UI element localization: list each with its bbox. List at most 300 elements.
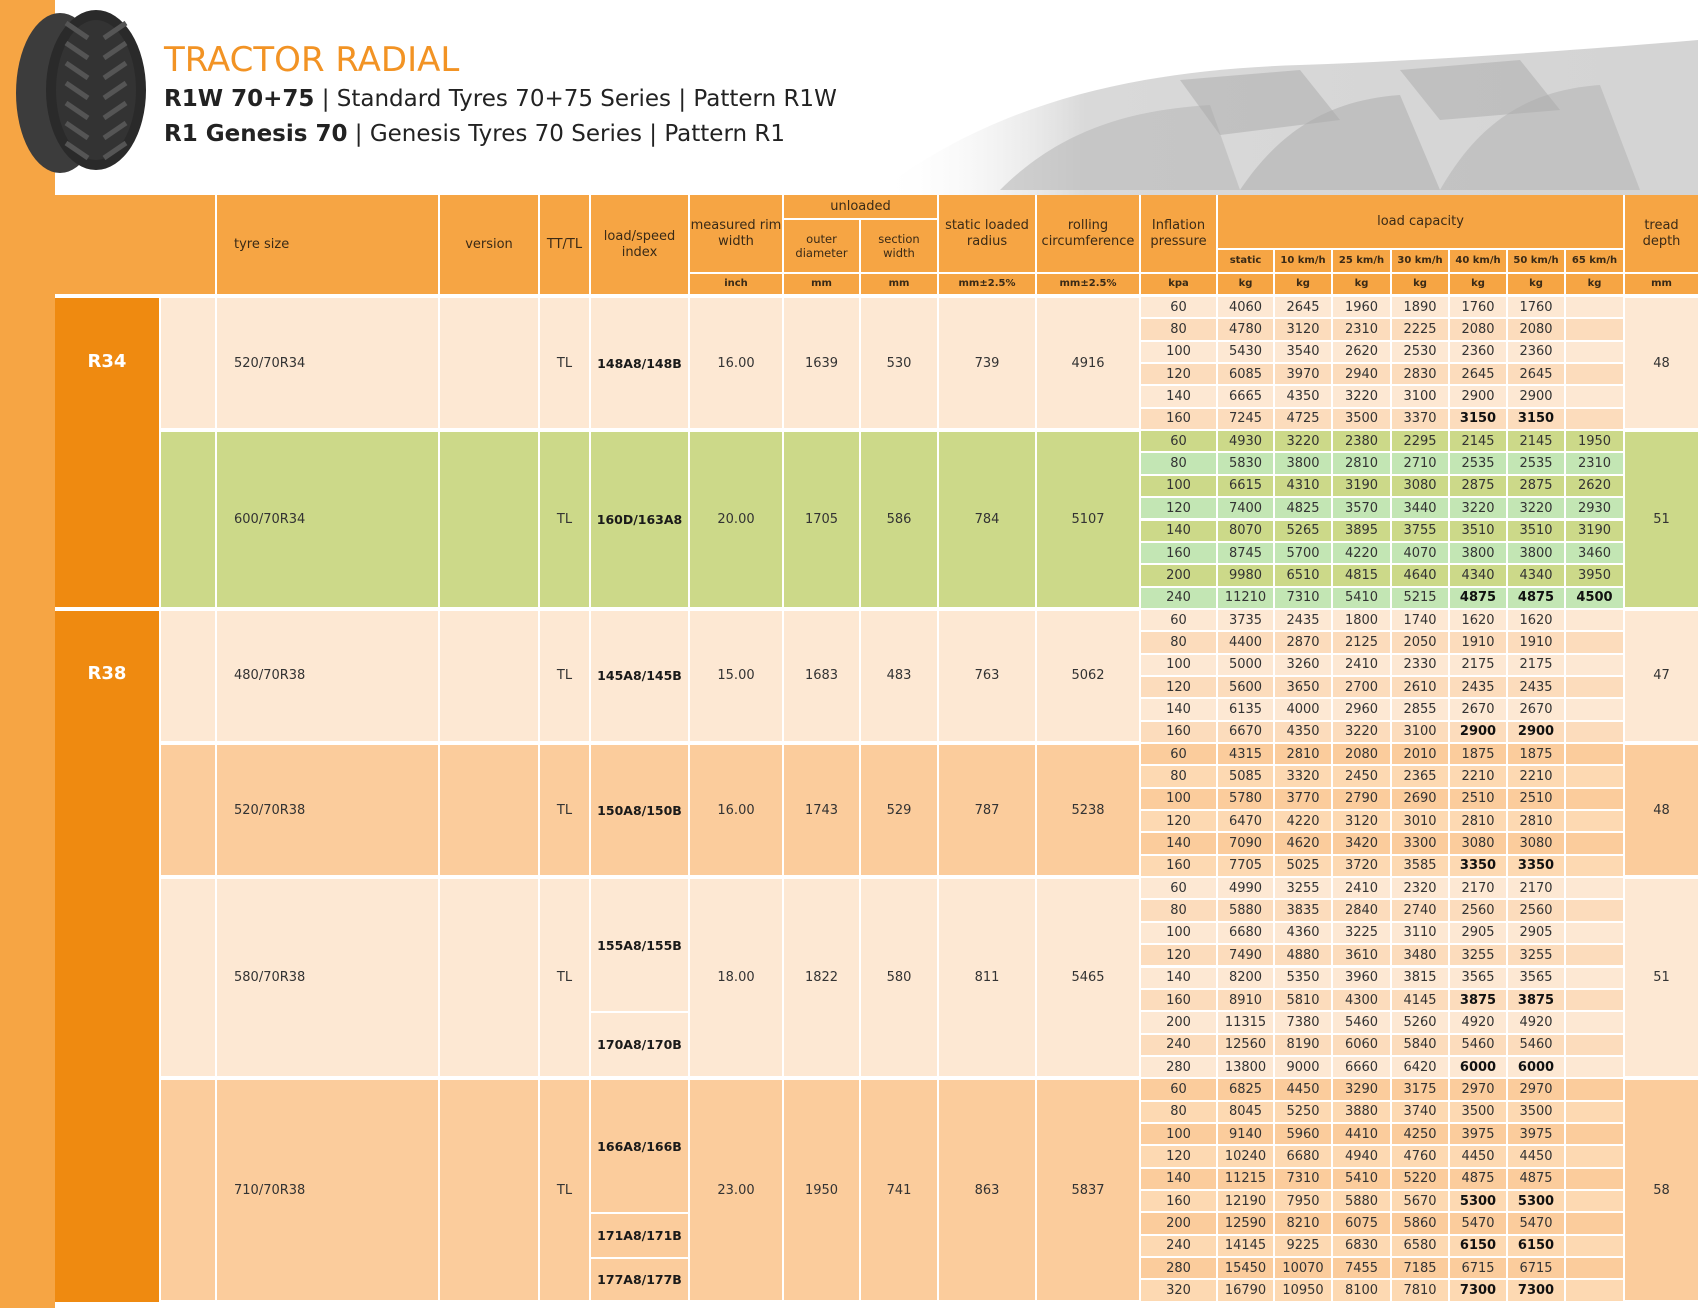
load-capacity-cell: 3255 (1450, 945, 1506, 965)
row-spacer (161, 298, 215, 428)
pressure-cell: 140 (1141, 521, 1216, 541)
version-cell (440, 432, 538, 607)
load-capacity-cell: 8070 (1218, 521, 1273, 541)
load-capacity-cell: 4875 (1450, 1169, 1506, 1189)
load-speed-index-cell: 155A8/155B (591, 879, 688, 1011)
load-capacity-cell (1566, 1124, 1623, 1144)
load-capacity-cell: 6680 (1275, 1146, 1331, 1166)
load-capacity-cell: 6470 (1218, 811, 1273, 831)
pressure-cell: 200 (1141, 565, 1216, 585)
load-capacity-cell (1566, 319, 1623, 339)
load-capacity-cell: 5410 (1333, 588, 1390, 608)
rim-width-cell: 16.00 (690, 745, 782, 875)
load-capacity-cell (1566, 1169, 1623, 1189)
load-speed-index-cell: 166A8/166B (591, 1080, 688, 1212)
load-capacity-cell (1566, 1079, 1623, 1099)
load-speed-index-cell: 145A8/145B (591, 611, 688, 741)
load-capacity-cell: 3960 (1333, 968, 1390, 988)
load-capacity-cell: 4250 (1392, 1124, 1448, 1144)
load-capacity-cell (1566, 699, 1623, 719)
load-capacity-cell: 2170 (1450, 878, 1506, 898)
pressure-cell: 100 (1141, 923, 1216, 943)
pressure-cell: 240 (1141, 1236, 1216, 1256)
pressure-cell: 280 (1141, 1057, 1216, 1077)
load-capacity-cell: 2970 (1450, 1079, 1506, 1099)
load-capacity-cell: 6665 (1218, 386, 1273, 406)
load-capacity-cell: 3080 (1392, 476, 1448, 496)
load-capacity-cell (1566, 409, 1623, 429)
pressure-cell: 100 (1141, 655, 1216, 675)
load-capacity-cell (1566, 968, 1623, 988)
col-header-load-speed: load/speed index (591, 195, 688, 294)
load-capacity-cell: 2645 (1508, 364, 1564, 384)
load-capacity-cell (1566, 364, 1623, 384)
load-capacity-cell: 2810 (1333, 453, 1390, 473)
load-speed-index-cell: 150A8/150B (591, 745, 688, 875)
pressure-cell: 60 (1141, 878, 1216, 898)
load-capacity-cell: 3220 (1333, 722, 1390, 742)
load-capacity-cell: 2870 (1275, 632, 1331, 652)
row-spacer (161, 432, 215, 607)
load-capacity-cell: 7090 (1218, 833, 1273, 853)
load-capacity-cell: 2535 (1450, 453, 1506, 473)
unit-label: kg (1566, 274, 1623, 294)
load-capacity-cell: 4450 (1508, 1146, 1564, 1166)
load-capacity-cell: 1800 (1333, 610, 1390, 630)
col-header-static-radius: static loaded radius (939, 195, 1035, 272)
load-capacity-cell: 4400 (1218, 632, 1273, 652)
load-capacity-cell: 6135 (1218, 699, 1273, 719)
load-capacity-cell: 5460 (1333, 1012, 1390, 1032)
load-capacity-cell: 2710 (1392, 453, 1448, 473)
load-capacity-cell (1566, 632, 1623, 652)
unit-label: kg (1275, 274, 1331, 294)
tt-tl-cell: TL (540, 611, 589, 741)
load-capacity-cell: 1910 (1508, 632, 1564, 652)
load-capacity-cell: 3975 (1508, 1124, 1564, 1144)
unit-label: kg (1333, 274, 1390, 294)
load-capacity-cell: 7185 (1392, 1258, 1448, 1278)
load-capacity-cell: 7400 (1218, 498, 1273, 518)
load-capacity-cell: 2900 (1450, 722, 1506, 742)
load-capacity-cell: 3080 (1450, 833, 1506, 853)
load-capacity-cell: 3010 (1392, 811, 1448, 831)
tyre-size-cell: 580/70R38 (217, 879, 438, 1076)
pressure-cell: 160 (1141, 409, 1216, 429)
pressure-cell: 240 (1141, 588, 1216, 608)
load-capacity-cell: 2125 (1333, 632, 1390, 652)
col-header-outer-diameter: outer diameter (784, 220, 859, 272)
unit-label: mm (784, 274, 859, 294)
load-capacity-cell: 9000 (1275, 1057, 1331, 1077)
load-capacity-cell (1566, 1280, 1623, 1300)
pressure-cell: 100 (1141, 476, 1216, 496)
load-capacity-cell: 5960 (1275, 1124, 1331, 1144)
load-capacity-cell: 1740 (1392, 610, 1448, 630)
pressure-cell: 80 (1141, 766, 1216, 786)
load-capacity-cell: 2610 (1392, 677, 1448, 697)
load-capacity-cell: 4070 (1392, 543, 1448, 563)
load-capacity-cell: 3350 (1450, 856, 1506, 876)
load-capacity-cell: 2900 (1508, 386, 1564, 406)
pressure-cell: 200 (1141, 1012, 1216, 1032)
load-capacity-cell: 3190 (1333, 476, 1390, 496)
load-capacity-cell: 5880 (1333, 1191, 1390, 1211)
load-capacity-cell: 3610 (1333, 945, 1390, 965)
col-header-speed: 65 km/h (1566, 250, 1623, 272)
load-capacity-cell: 5300 (1508, 1191, 1564, 1211)
tyre-tread-background-icon (880, 40, 1698, 195)
load-capacity-cell: 1910 (1450, 632, 1506, 652)
load-capacity-cell: 5830 (1218, 453, 1273, 473)
tread-depth-cell: 48 (1625, 745, 1698, 875)
load-capacity-cell: 5000 (1218, 655, 1273, 675)
load-capacity-cell: 2225 (1392, 319, 1448, 339)
load-capacity-cell: 2670 (1450, 699, 1506, 719)
pressure-cell: 140 (1141, 386, 1216, 406)
load-capacity-cell: 2365 (1392, 766, 1448, 786)
pressure-cell: 100 (1141, 789, 1216, 809)
load-capacity-cell: 2210 (1508, 766, 1564, 786)
row-spacer (161, 745, 215, 875)
load-capacity-cell: 3220 (1508, 498, 1564, 518)
load-capacity-cell: 4145 (1392, 990, 1448, 1010)
load-capacity-cell: 2840 (1333, 900, 1390, 920)
load-capacity-cell: 3950 (1566, 565, 1623, 585)
load-capacity-cell: 3370 (1392, 409, 1448, 429)
load-capacity-cell: 7705 (1218, 856, 1273, 876)
tread-depth-cell: 51 (1625, 432, 1698, 607)
rolling-circ-cell: 5238 (1037, 745, 1139, 875)
load-capacity-cell: 11210 (1218, 588, 1273, 608)
load-capacity-cell: 2670 (1508, 699, 1564, 719)
load-capacity-cell: 6715 (1508, 1258, 1564, 1278)
col-header-unloaded: unloaded (784, 195, 937, 218)
col-header-tread-depth: tread depth (1625, 195, 1698, 272)
load-capacity-cell: 11315 (1218, 1012, 1273, 1032)
rolling-circ-cell: 4916 (1037, 298, 1139, 428)
load-capacity-cell: 2510 (1508, 789, 1564, 809)
load-capacity-cell: 2560 (1508, 900, 1564, 920)
load-capacity-cell: 2175 (1508, 655, 1564, 675)
load-capacity-cell: 4060 (1218, 297, 1273, 317)
pressure-cell: 140 (1141, 699, 1216, 719)
col-header-version: version (440, 195, 538, 294)
load-capacity-cell: 3220 (1333, 386, 1390, 406)
pressure-cell: 120 (1141, 364, 1216, 384)
load-capacity-cell: 3225 (1333, 923, 1390, 943)
load-capacity-cell: 2875 (1508, 476, 1564, 496)
load-capacity-cell: 3770 (1275, 789, 1331, 809)
load-capacity-cell: 4875 (1508, 1169, 1564, 1189)
load-capacity-cell: 7300 (1450, 1280, 1506, 1300)
load-capacity-cell: 10950 (1275, 1280, 1331, 1300)
col-header-inflation: Inflation pressure (1141, 195, 1216, 272)
load-capacity-cell: 3510 (1450, 521, 1506, 541)
load-capacity-cell (1566, 722, 1623, 742)
pressure-cell: 160 (1141, 543, 1216, 563)
static-radius-cell: 763 (939, 611, 1035, 741)
pressure-cell: 60 (1141, 610, 1216, 630)
load-capacity-cell: 4640 (1392, 565, 1448, 585)
load-capacity-cell (1566, 655, 1623, 675)
outer-diameter-cell: 1743 (784, 745, 859, 875)
pressure-cell: 60 (1141, 1079, 1216, 1099)
rim-width-cell: 20.00 (690, 432, 782, 607)
load-capacity-cell: 7310 (1275, 588, 1331, 608)
load-capacity-cell: 3440 (1392, 498, 1448, 518)
load-capacity-cell: 6420 (1392, 1057, 1448, 1077)
pressure-cell: 120 (1141, 677, 1216, 697)
tread-depth-cell: 47 (1625, 611, 1698, 741)
pressure-cell: 100 (1141, 342, 1216, 362)
load-capacity-cell: 3875 (1450, 990, 1506, 1010)
subtitle-genesis-rest: | Genesis Tyres 70 Series | Pattern R1 (347, 121, 786, 147)
load-capacity-cell: 3585 (1392, 856, 1448, 876)
load-capacity-cell: 3800 (1275, 453, 1331, 473)
load-capacity-cell: 2620 (1333, 342, 1390, 362)
load-capacity-cell: 3420 (1333, 833, 1390, 853)
static-radius-cell: 787 (939, 745, 1035, 875)
tractor-tyre-icon (8, 8, 148, 178)
load-capacity-cell: 3970 (1275, 364, 1331, 384)
load-capacity-cell: 2645 (1450, 364, 1506, 384)
col-header-rolling-circ: rolling circumference (1037, 195, 1139, 272)
load-capacity-cell: 4815 (1333, 565, 1390, 585)
rolling-circ-cell: 5107 (1037, 432, 1139, 607)
load-speed-index-cell: 177A8/177B (591, 1259, 688, 1300)
load-capacity-cell: 3895 (1333, 521, 1390, 541)
load-speed-index-cell: 171A8/171B (591, 1214, 688, 1257)
load-capacity-cell (1566, 990, 1623, 1010)
load-capacity-cell: 3120 (1275, 319, 1331, 339)
load-capacity-cell: 3220 (1450, 498, 1506, 518)
load-capacity-cell: 5880 (1218, 900, 1273, 920)
load-capacity-cell: 6085 (1218, 364, 1273, 384)
load-capacity-cell: 3480 (1392, 945, 1448, 965)
section-width-cell: 530 (861, 298, 937, 428)
load-capacity-cell: 5085 (1218, 766, 1273, 786)
col-header-speed: static (1218, 250, 1273, 272)
load-capacity-cell: 1620 (1508, 610, 1564, 630)
load-capacity-cell: 2295 (1392, 431, 1448, 451)
pressure-cell: 140 (1141, 833, 1216, 853)
load-capacity-cell: 5350 (1275, 968, 1331, 988)
load-capacity-cell: 4930 (1218, 431, 1273, 451)
load-capacity-cell: 2620 (1566, 476, 1623, 496)
load-capacity-cell: 4360 (1275, 923, 1331, 943)
load-capacity-cell: 3120 (1333, 811, 1390, 831)
version-cell (440, 745, 538, 875)
load-capacity-cell: 4315 (1218, 744, 1273, 764)
load-capacity-cell: 2320 (1392, 878, 1448, 898)
load-capacity-cell: 2410 (1333, 655, 1390, 675)
page-title: TRACTOR RADIAL (164, 40, 460, 80)
load-capacity-cell: 5430 (1218, 342, 1273, 362)
load-capacity-cell: 5810 (1275, 990, 1331, 1010)
load-capacity-cell: 9980 (1218, 565, 1273, 585)
pressure-cell: 60 (1141, 431, 1216, 451)
load-capacity-cell: 6680 (1218, 923, 1273, 943)
unit-label: kg (1508, 274, 1564, 294)
col-header-tt-tl: TT/TL (540, 195, 589, 294)
load-capacity-cell (1566, 1012, 1623, 1032)
pressure-cell: 80 (1141, 900, 1216, 920)
tt-tl-cell: TL (540, 1080, 589, 1300)
load-capacity-cell: 2740 (1392, 900, 1448, 920)
load-capacity-cell (1566, 1236, 1623, 1256)
load-capacity-cell: 2905 (1508, 923, 1564, 943)
load-capacity-cell: 8210 (1275, 1213, 1331, 1233)
load-capacity-cell: 15450 (1218, 1258, 1273, 1278)
load-capacity-cell: 4940 (1333, 1146, 1390, 1166)
pressure-cell: 120 (1141, 945, 1216, 965)
section-width-cell: 741 (861, 1080, 937, 1300)
load-capacity-cell (1566, 342, 1623, 362)
tread-depth-cell: 58 (1625, 1080, 1698, 1300)
load-capacity-cell: 9140 (1218, 1124, 1273, 1144)
load-capacity-cell: 3150 (1508, 409, 1564, 429)
load-capacity-cell: 7310 (1275, 1169, 1331, 1189)
load-capacity-cell: 2360 (1508, 342, 1564, 362)
load-capacity-cell: 2080 (1508, 319, 1564, 339)
load-capacity-cell: 11215 (1218, 1169, 1273, 1189)
load-capacity-cell (1566, 766, 1623, 786)
tyre-size-cell: 710/70R38 (217, 1080, 438, 1300)
load-capacity-cell (1566, 1258, 1623, 1278)
load-capacity-cell: 7810 (1392, 1280, 1448, 1300)
outer-diameter-cell: 1639 (784, 298, 859, 428)
load-capacity-cell: 4340 (1450, 565, 1506, 585)
load-capacity-cell: 7245 (1218, 409, 1273, 429)
row-spacer (161, 1080, 215, 1300)
version-cell (440, 298, 538, 428)
load-capacity-cell: 2310 (1333, 319, 1390, 339)
load-capacity-cell: 2790 (1333, 789, 1390, 809)
pressure-cell: 80 (1141, 632, 1216, 652)
pressure-cell: 140 (1141, 968, 1216, 988)
load-capacity-cell: 2560 (1450, 900, 1506, 920)
load-capacity-cell: 6075 (1333, 1213, 1390, 1233)
load-capacity-cell: 2330 (1392, 655, 1448, 675)
version-cell (440, 1080, 538, 1300)
pressure-cell: 160 (1141, 990, 1216, 1010)
load-capacity-cell: 4620 (1275, 833, 1331, 853)
pressure-cell: 200 (1141, 1213, 1216, 1233)
unit-label: mm±2.5% (1037, 274, 1139, 294)
load-capacity-cell: 1950 (1566, 431, 1623, 451)
subtitle-r1w-bold: R1W 70+75 (164, 86, 315, 112)
load-capacity-cell: 5220 (1392, 1169, 1448, 1189)
load-capacity-cell: 5410 (1333, 1169, 1390, 1189)
load-capacity-cell: 13800 (1218, 1057, 1273, 1077)
load-capacity-cell: 6510 (1275, 565, 1331, 585)
unit-label: kg (1392, 274, 1448, 294)
load-capacity-cell: 3500 (1508, 1102, 1564, 1122)
load-capacity-cell: 2010 (1392, 744, 1448, 764)
load-capacity-cell: 2450 (1333, 766, 1390, 786)
load-capacity-cell: 10070 (1275, 1258, 1331, 1278)
left-accent-stripe (0, 195, 55, 1308)
load-capacity-cell: 5260 (1392, 1012, 1448, 1032)
rolling-circ-cell: 5062 (1037, 611, 1139, 741)
load-capacity-cell: 3110 (1392, 923, 1448, 943)
load-capacity-cell: 3260 (1275, 655, 1331, 675)
load-capacity-cell: 2940 (1333, 364, 1390, 384)
pressure-cell: 120 (1141, 811, 1216, 831)
load-capacity-cell (1566, 878, 1623, 898)
load-capacity-cell: 3975 (1450, 1124, 1506, 1144)
load-capacity-cell: 4500 (1566, 588, 1623, 608)
load-capacity-cell: 2435 (1450, 677, 1506, 697)
load-capacity-cell: 1875 (1508, 744, 1564, 764)
rim-group-r34: R34 (55, 298, 159, 607)
unit-label: kg (1450, 274, 1506, 294)
load-capacity-cell: 2410 (1333, 878, 1390, 898)
load-capacity-cell: 3755 (1392, 521, 1448, 541)
load-capacity-cell: 2170 (1508, 878, 1564, 898)
load-capacity-cell: 2435 (1275, 610, 1331, 630)
tread-depth-cell: 51 (1625, 879, 1698, 1076)
load-capacity-cell: 3800 (1508, 543, 1564, 563)
load-capacity-cell: 8100 (1333, 1280, 1390, 1300)
load-capacity-cell: 4725 (1275, 409, 1331, 429)
load-capacity-cell: 4220 (1275, 811, 1331, 831)
load-capacity-cell: 2145 (1450, 431, 1506, 451)
load-capacity-cell: 8200 (1218, 968, 1273, 988)
pressure-cell: 160 (1141, 722, 1216, 742)
load-capacity-cell: 12190 (1218, 1191, 1273, 1211)
tt-tl-cell: TL (540, 879, 589, 1076)
pressure-cell: 120 (1141, 498, 1216, 518)
load-capacity-cell: 2310 (1566, 453, 1623, 473)
load-capacity-cell: 3255 (1275, 878, 1331, 898)
load-capacity-cell: 5250 (1275, 1102, 1331, 1122)
load-capacity-cell (1566, 1146, 1623, 1166)
unit-label: mm±2.5% (939, 274, 1035, 294)
pressure-cell: 80 (1141, 319, 1216, 339)
col-header-speed: 25 km/h (1333, 250, 1390, 272)
load-capacity-cell: 2080 (1450, 319, 1506, 339)
unit-label: inch (690, 274, 782, 294)
rim-width-cell: 16.00 (690, 298, 782, 428)
col-header-speed: 50 km/h (1508, 250, 1564, 272)
subtitle-r1w-rest: | Standard Tyres 70+75 Series | Pattern R1W (314, 86, 837, 112)
load-capacity-cell (1566, 744, 1623, 764)
load-capacity-cell (1566, 1035, 1623, 1055)
load-capacity-cell: 3100 (1392, 722, 1448, 742)
load-capacity-cell: 3150 (1450, 409, 1506, 429)
rim-width-cell: 23.00 (690, 1080, 782, 1300)
col-header-speed: 10 km/h (1275, 250, 1331, 272)
rolling-circ-cell: 5837 (1037, 1080, 1139, 1300)
load-capacity-cell: 2875 (1450, 476, 1506, 496)
load-capacity-cell: 5265 (1275, 521, 1331, 541)
col-header-speed: 40 km/h (1450, 250, 1506, 272)
load-speed-index-cell: 170A8/170B (591, 1013, 688, 1076)
load-capacity-cell: 4340 (1508, 565, 1564, 585)
outer-diameter-cell: 1683 (784, 611, 859, 741)
load-capacity-cell: 7490 (1218, 945, 1273, 965)
load-capacity-cell (1566, 1213, 1623, 1233)
load-capacity-cell: 3875 (1508, 990, 1564, 1010)
load-capacity-cell: 3565 (1508, 968, 1564, 988)
load-capacity-cell: 3290 (1333, 1079, 1390, 1099)
load-capacity-cell: 2700 (1333, 677, 1390, 697)
load-capacity-cell: 5300 (1450, 1191, 1506, 1211)
static-radius-cell: 739 (939, 298, 1035, 428)
load-capacity-cell: 3735 (1218, 610, 1273, 630)
